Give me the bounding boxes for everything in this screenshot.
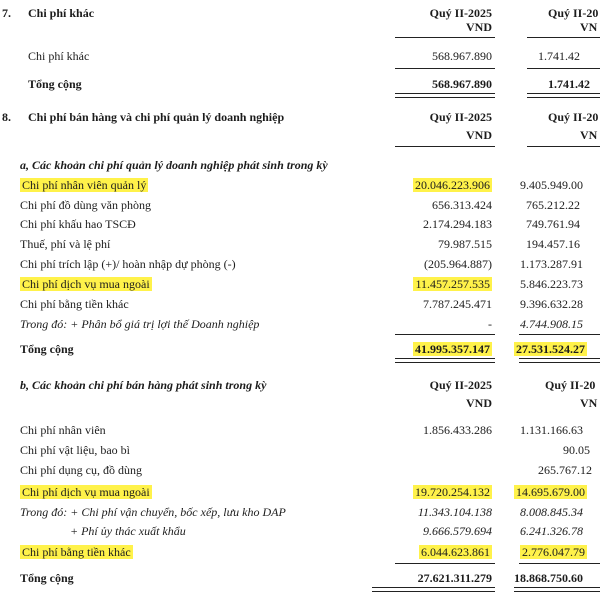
row-label: Chi phí khác [28, 49, 90, 63]
row-label: Chi phí nhân viên [20, 423, 106, 437]
col1-header: Quý II-2025 [429, 110, 492, 124]
col1-unit: VND [466, 128, 492, 142]
row-label: Chi phí dịch vụ mua ngoài [22, 485, 150, 499]
total-value-current: 27.621.311.279 [417, 571, 492, 585]
col2-unit: VN [580, 20, 598, 34]
row-value-prior: 1.173.287.91 [520, 257, 583, 271]
section-number: 7. [2, 6, 11, 20]
row-value-current: 1.856.433.286 [423, 423, 492, 437]
subtotal-rule [519, 563, 600, 564]
row-value-prior: 9.396.632.28 [520, 297, 583, 311]
subtotal-rule [395, 563, 495, 564]
row-value-current: (205.964.887) [424, 257, 492, 271]
row-value-current: 11.457.257.535 [415, 277, 490, 291]
subtotal-rule [527, 68, 600, 69]
row-value-prior: 2.776.047.79 [522, 545, 585, 559]
total-label: Tổng cộng [20, 571, 74, 585]
row-value-current: 7.787.245.471 [423, 297, 492, 311]
row-value-prior: 8.008.845.34 [520, 505, 583, 519]
subtotal-rule [519, 334, 600, 335]
row-value-prior: 4.744.908.15 [520, 317, 583, 331]
total-double-rule [519, 358, 600, 363]
subsection-heading-a: a, Các khoản chi phí quản lý doanh nghiệp phát sinh trong kỳ [20, 158, 328, 172]
section-title: Chi phí bán hàng và chi phí quản lý doanh nghiệp [28, 110, 285, 124]
total-label: Tổng cộng [20, 342, 74, 356]
total-double-rule [514, 587, 600, 592]
row-value-current: 568.967.890 [432, 49, 492, 63]
col2-header: Quý II-20 [545, 378, 596, 392]
section-title: Chi phí khác [28, 6, 95, 20]
row-label: Chi phí khấu hao TSCĐ [20, 217, 136, 231]
total-value-prior: 1.741.42 [548, 77, 590, 91]
total-value-prior: 27.531.524.27 [516, 342, 585, 356]
header-rule [395, 37, 495, 38]
row-value-prior: 194.457.16 [526, 237, 580, 251]
row-value-prior: 14.695.679.00 [516, 485, 585, 499]
row-value-current: 6.044.623.861 [421, 545, 490, 559]
subsection-heading-b: b, Các khoản chi phí bán hàng phát sinh trong kỳ [20, 378, 267, 392]
col1-header: Quý II-2025 [429, 378, 492, 392]
row-value-prior: 90.05 [563, 443, 590, 457]
row-label: Chi phí bằng tiền khác [20, 297, 129, 311]
row-value-prior: 265.767.12 [538, 463, 592, 477]
col2-unit: VN [580, 396, 598, 410]
header-rule [527, 146, 600, 147]
col1-header: Quý II-2025 [429, 6, 492, 20]
row-value-prior: 749.761.94 [526, 217, 580, 231]
row-value-current: - [488, 317, 492, 331]
row-value-prior: 5.846.223.73 [520, 277, 583, 291]
row-value-prior: 6.241.326.78 [520, 524, 583, 538]
total-value-current: 41.995.357.147 [415, 342, 490, 356]
row-label: Chi phí trích lập (+)/ hoàn nhập dự phòng (-) [20, 257, 236, 271]
total-value-current: 568.967.890 [432, 77, 492, 91]
col2-unit: VN [580, 128, 598, 142]
row-label-note: Trong đó: + Chi phí vận chuyển, bốc xếp, lưu kho DAP [20, 505, 286, 519]
col2-header: Quý II-20 [548, 6, 599, 20]
row-label: Chi phí dịch vụ mua ngoài [22, 277, 150, 291]
header-rule [395, 146, 495, 147]
total-double-rule [527, 93, 600, 98]
header-rule [527, 37, 600, 38]
row-value-prior: 1.741.42 [538, 49, 580, 63]
row-value-prior: 9.405.949.00 [520, 178, 583, 192]
row-label: Chi phí vật liệu, bao bì [20, 443, 130, 457]
row-label-note: Trong đó: + Phân bổ giá trị lợi thế Doanh nghiệp [20, 317, 260, 331]
section-number: 8. [2, 110, 11, 124]
row-value-current: 79.987.515 [438, 237, 492, 251]
row-label: Chi phí nhân viên quản lý [22, 178, 147, 192]
col1-unit: VND [466, 20, 492, 34]
subtotal-rule [395, 334, 495, 335]
row-value-current: 2.174.294.183 [423, 217, 492, 231]
total-double-rule [395, 93, 495, 98]
row-value-prior: 765.212.22 [526, 198, 580, 212]
row-label-note: + Phí ủy thác xuất khẩu [70, 524, 186, 538]
row-label: Chi phí đồ dùng văn phòng [20, 198, 151, 212]
total-label: Tổng cộng [28, 77, 82, 91]
row-label: Chi phí dụng cụ, đồ dùng [20, 463, 142, 477]
row-value-current: 9.666.579.694 [423, 524, 492, 538]
row-value-current: 20.046.223.906 [415, 178, 490, 192]
col2-header: Quý II-20 [548, 110, 599, 124]
row-value-current: 656.313.424 [432, 198, 492, 212]
total-double-rule [372, 587, 495, 592]
row-value-current: 19.720.254.132 [415, 485, 490, 499]
col1-unit: VND [466, 396, 492, 410]
total-double-rule [395, 358, 495, 363]
row-value-prior: 1.131.166.63 [520, 423, 583, 437]
row-label: Chi phí bằng tiền khác [22, 545, 131, 559]
row-label: Thuế, phí và lệ phí [20, 237, 111, 251]
subtotal-rule [395, 68, 495, 69]
row-value-current: 11.343.104.138 [417, 505, 492, 519]
total-value-prior: 18.868.750.60 [514, 571, 583, 585]
